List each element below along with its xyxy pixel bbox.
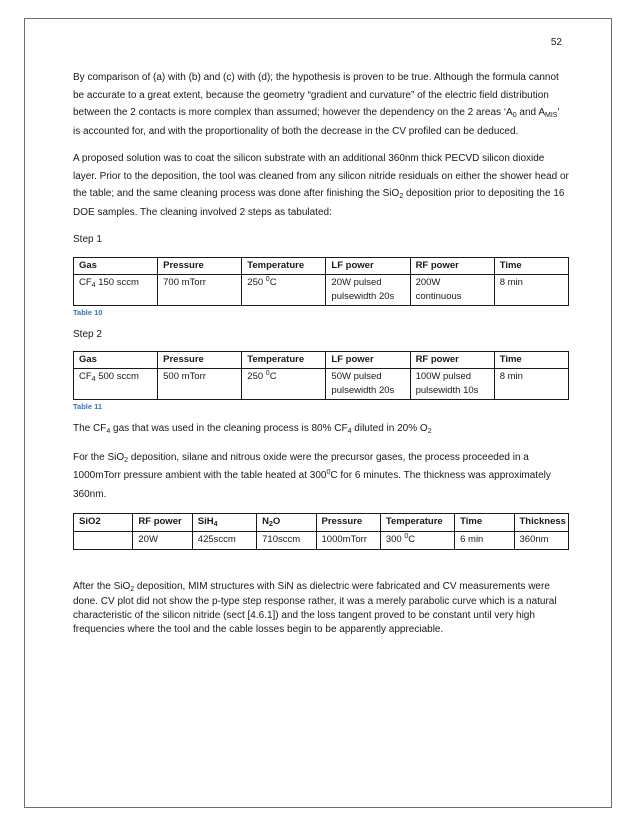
table-header-cell: Thickness [514,514,569,532]
table-header-cell: LF power [326,352,410,369]
table-cell [74,532,133,550]
paragraph-mim-structures: After the SiO$_2$ deposition, MIM structures with SiN as dielectric were fabricated and CV measurements were done. CV plot did not show the p-type step response rather, it was a merely parabolic curve which is a natural characteristic of the silicon nitride (sect [4.6.1]) and the loss tangent proved to be constant until very high frequencies where the tool and the cable losses begin to be apparently appreciable. [73,581,557,635]
cleaning-step-1-table [73,257,569,306]
step-2-label: Step 2 [73,328,102,340]
table-header-cell: Time [494,352,568,369]
rf-power-cell: 200W continuous [410,274,494,305]
paragraph-hypothesis: By comparison of (a) with (b) and (c) with (d); the hypothesis is proven to be true. Although the formula cannot be accurate to a great extent, because the geometry “gradient and curvature” of the electric field distribution between the 2 contacts is more complex than assumed; however the dependency on the 2 areas ‘$A_0$ and $A_{MIS}$’ is accounted for, and with the proportionality of both the decrease in the CV profiled can be deduced. [73,72,560,137]
table-header-cell: Temperature [242,352,326,369]
rf-power-cell: 100W pulsed pulsewidth 10s [410,369,494,400]
temperature-cell: 250 $^0$C [242,274,326,305]
table-header-cell: Temperature [242,257,326,274]
gas-cell: $CF_4$ 150 sccm [74,274,158,305]
paragraph-sio2-deposition: For the SiO$_2$ deposition, silane and nitrous oxide were the precursor gases, the process proceeded in a 1000mTorr pressure ambient with the table heated at $300^0C$ for 6 minutes. The thickness was approximately 360nm. [73,451,551,500]
table-header-cell: $N_2O$ [257,514,316,532]
table-header-cell: SiH$_4$ [192,514,256,532]
table-header-row [74,514,569,532]
table-10-caption: Table 10 [73,307,103,317]
table-header-cell: LF power [326,257,410,274]
paragraph-proposed-solution: A proposed solution was to coat the silicon substrate with an additional 360nm thick PECVD silicon dioxide layer. Prior to the deposition, the tool was cleaned from any silicon nitride residuals on either the shower head or the table; and the same cleaning process was done after finishing the SiO$_2$ deposition prior to depositing the 16 DOE samples. The cleaning involved 2 steps as tabulated: [73,153,569,218]
table-header-cell: Pressure [316,514,380,532]
lf-power-cell: 20W pulsed pulsewidth 20s [326,274,410,305]
table-header-cell: Time [494,257,568,274]
table-header-cell: RF power [410,257,494,274]
time-cell: 6 min [455,532,514,550]
sih4-cell: 425sccm [192,532,256,550]
pressure-cell: 1000mTorr [316,532,380,550]
step-1-label: Step 1 [73,234,102,245]
gas-cell: $CF_4$ 500 sccm [74,369,158,400]
table-header-cell: RF power [410,352,494,369]
cleaning-step-2-table [73,351,569,400]
page-number: 52 [550,37,562,48]
time-cell: 8 min [494,274,568,305]
time-cell: 8 min [494,369,568,400]
table-header-cell: Temperature [380,514,454,532]
rf-power-cell: 20W [133,532,192,550]
thickness-cell: 360nm [514,532,569,550]
table-header-cell: SiO2 [74,514,133,532]
temperature-cell: 250 $^0$C [242,369,326,400]
table-header-cell: RF power [133,514,192,532]
sio2-deposition-table [73,513,569,550]
table-header-cell: Time [455,514,514,532]
lf-power-cell: 50W pulsed pulsewidth 20s [326,369,410,400]
table-header-cell: Gas [74,352,158,369]
table-header-row [74,352,569,369]
temperature-cell: 300 $^0$C [380,532,454,550]
table-header-row [74,257,569,274]
table-row [74,532,569,550]
table-11-caption: Table 11 [73,402,103,411]
pressure-cell: 500 mTorr [158,369,242,400]
paragraph-cf4-gas: The $CF_4$ gas that was used in the cleaning process is 80% $CF_4$ diluted in 20% $O_2$ [73,423,432,435]
pressure-cell: 700 mTorr [158,274,242,305]
table-header-cell: Pressure [158,257,242,274]
table-row [74,369,569,400]
n2o-cell: 710sccm [257,532,316,550]
table-row [74,274,569,305]
page-content [73,69,569,647]
table-header-cell: Gas [74,257,158,274]
table-header-cell: Pressure [158,352,242,369]
